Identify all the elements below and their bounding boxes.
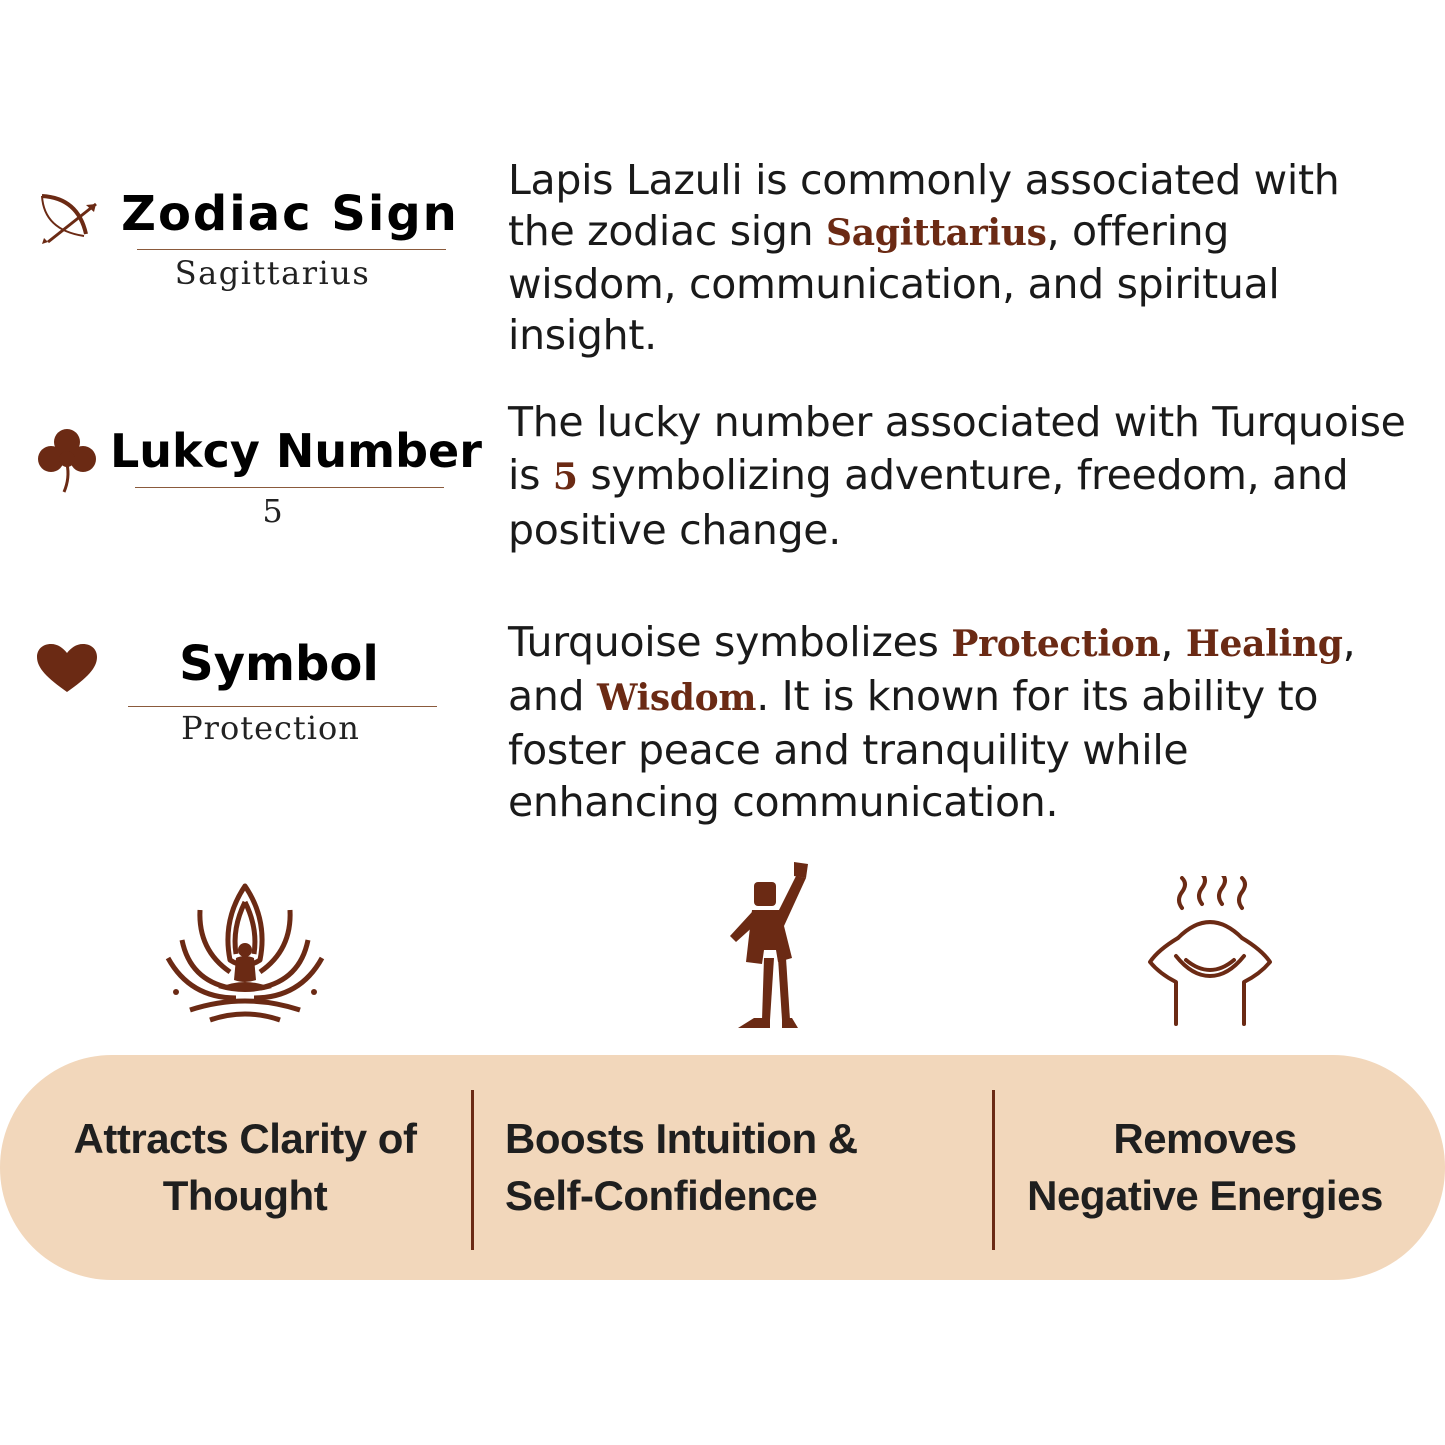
lucky-number-divider [135, 487, 444, 488]
benefit-clarity-line2: Thought [162, 1172, 328, 1219]
lucky-number-subtitle: 5 [262, 492, 283, 530]
raised-fist-person-icon [722, 858, 818, 1030]
benefit-intuition-line2: Self-Confidence [505, 1172, 818, 1219]
symbol-description: Turquoise symbolizes Protection, Healing, and Wisdom. It is known for its ability to foster peace and tranquility while enhancing communication. [508, 618, 1356, 826]
heart-icon [37, 644, 97, 694]
benefit-energies [1000, 1107, 1410, 1227]
clover-icon [34, 426, 100, 494]
band-divider-right [992, 1090, 995, 1250]
lucky-number-title: Lukcy Number [110, 424, 482, 478]
protection-highlight: Protection [951, 623, 1161, 665]
zodiac-subtitle: Sagittarius [174, 254, 371, 292]
symbol-subtitle: Protection [181, 709, 360, 747]
zodiac-description: Lapis Lazuli is commonly associated with the zodiac sign Sagittarius, offering wisdom, communication, and spiritual insight. [508, 156, 1340, 359]
wisdom-highlight: Wisdom [596, 677, 757, 719]
zodiac-title: Zodiac Sign [121, 186, 459, 242]
benefit-clarity-line1: Attracts Clarity of [73, 1115, 417, 1162]
zodiac-divider [137, 249, 446, 250]
number-highlight: 5 [552, 456, 578, 498]
benefit-clarity [40, 1107, 450, 1227]
benefit-energies-line2: Negative Energies [1027, 1172, 1383, 1219]
symbol-title: Symbol [179, 636, 379, 692]
healing-highlight: Healing [1185, 623, 1343, 665]
bow-arrow-icon [34, 190, 104, 250]
band-divider-left [471, 1090, 474, 1250]
head-stress-relief-icon [1142, 876, 1278, 1026]
symbol-divider [128, 706, 437, 707]
sagittarius-highlight: Sagittarius [826, 212, 1047, 254]
lucky-number-description: The lucky number associated with Turquoise is 5 symbolizing adventure, freedom, and positive change. [508, 398, 1406, 554]
lotus-meditation-icon [160, 880, 330, 1025]
benefit-energies-line1: Removes [1113, 1115, 1297, 1162]
benefit-intuition-line1: Boosts Intuition & [505, 1115, 858, 1162]
benefit-intuition [505, 1107, 915, 1227]
